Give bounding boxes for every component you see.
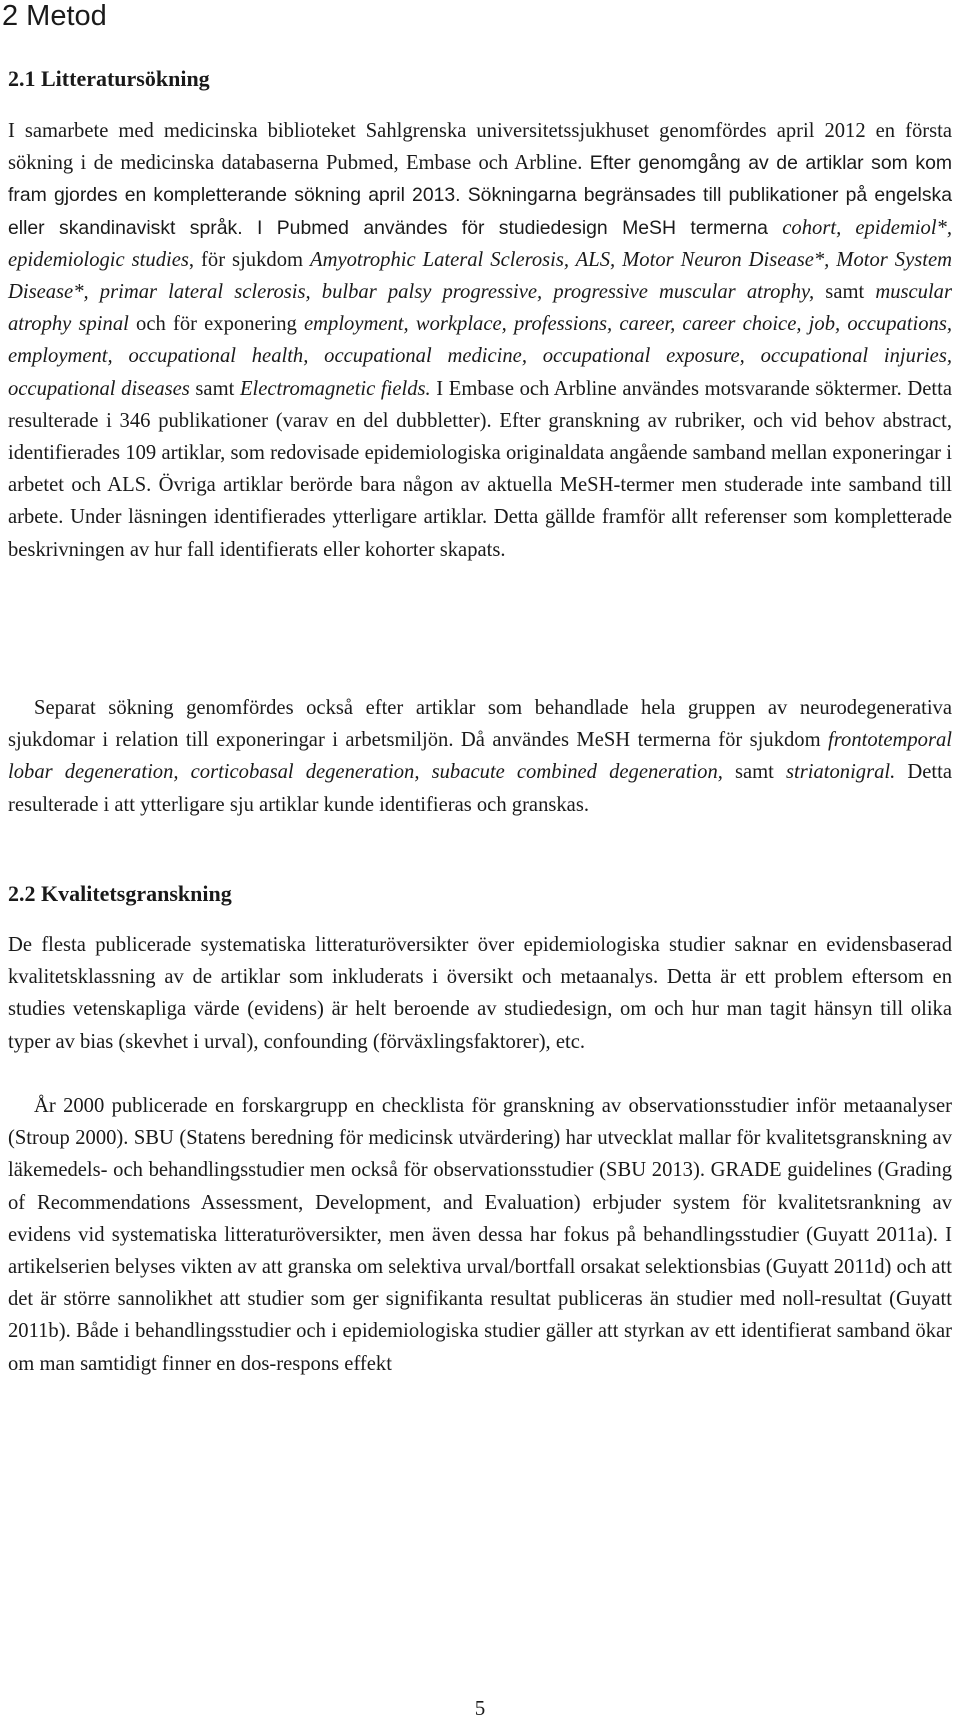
- mesh-terms-design: cohort, epidemiol*, epidemiologic studies: [8, 216, 953, 271]
- mesh-terms-disease: Amyotrophic Lateral Sclerosis, ALS, Motor Neuron Disease*, Motor System Disease*, primar lateral sclerosis, bulbar palsy progressive, progressive muscular atrophy,: [8, 248, 952, 304]
- text-run: I Embase och Arbline användes motsvarande söktermer. Detta resulterade i 346 publikationer (varav en del dubbletter). Efter granskning av rubriker, och vid behov abstract, identifierades 109 artiklar, som redovisade epidemiologiska originaldata angående samband mellan exponeringar i arbetet och ALS. Övriga artiklar berörde bara någon av aktuella MeSH-termer men studerade inte samband till arbete. Under läsningen identifierades ytterligare artiklar. Detta gällde framför allt referenser som kompletterade beskrivningen av hur fall identifierats eller kohorter skapats.: [8, 377, 952, 561]
- text-run: , för sjukdom: [188, 248, 311, 271]
- text-run: samt: [189, 377, 240, 400]
- mesh-terms-disease-2: muscular atrophy spinal: [8, 281, 952, 336]
- mesh-terms-exposure: employment, workplace, professions, career, career choice, job, occupations, employment, occupational health, occupational medicine, occupational exposure, occupational injuries, occupational diseases: [8, 313, 953, 400]
- text-run: Efter genomgång av de artiklar som kom fram gjordes en kompletterande sökning april 2013. Sökningarna begränsades till publikationer på engelska eller skandinaviskt språk. I Pubmed användes för studiedesign MeSH termerna: [8, 152, 953, 239]
- text-run: Separat sökning genomfördes också efter artiklar som behandlade hela gruppen av neurodegenerativa sjukdomar i relation till exponeringar i arbetsmiljön. Då användes MeSH termerna för sjukdom: [8, 697, 952, 752]
- text-run: I samarbete med medicinska biblioteket Sahlgrenska universitetssjukhuset genomfördes april 2012 en första sökning i de medicinska databaserna Pubmed, Embase och Arbline.: [8, 120, 952, 175]
- paragraph-separate-search: [8, 692, 952, 821]
- section-heading-kvalitetsgranskning: 2.2 Kvalitetsgranskning: [8, 881, 232, 906]
- text-run: samt: [722, 761, 786, 784]
- paragraph-search-method: [8, 115, 952, 566]
- paragraph-quality-guidelines: År 2000 publicerade en forskargrupp en checklista för granskning av observationsstudier inför metaanalyser (Stroup 2000). SBU (Statens beredning för medicinsk utvärdering) har utvecklat mallar för kvalitetsgranskning av läkemedels- och behandlingsstudier men också för observationsstudier (SBU 2013). GRADE guidelines (Grading of Recommendations Assessment, Development, and Evaluation) erbjuder system för kvalitetsrankning av evidens vid systematiska litteraturöversikter, men även dessa har fokus på behandlingsstudier (Guyatt 2011a). I artikelserien belyses vikten av att granska om selektiva urval/bortfall orsakat selektionsbias (Guyatt 2011d) och att det är större sannolikhet att studier som ger signifikanta resultat publiceras än studier med noll-resultat (Guyatt 2011b). Både i behandlingsstudier och i epidemiologiska studier gäller att styrkan av ett identifierat samband ökar om man samtidigt finner en dos-respons effekt: [8, 1095, 952, 1375]
- text-run: och för exponering: [128, 313, 305, 336]
- section-heading-litteratursokning: 2.1 Litteratursökning: [8, 66, 210, 91]
- page-number: 5: [474, 1696, 486, 1720]
- text-run: Detta resulterade i att ytterligare sju artiklar kunde identifieras och granskas.: [8, 761, 952, 816]
- text-run: samt: [814, 281, 876, 304]
- mesh-terms-neurodegenerative: frontotemporal lobar degeneration, corticobasal degeneration, subacute combined degeneration,: [8, 729, 952, 784]
- mesh-terms-striatonigral: striatonigral.: [786, 761, 896, 784]
- chapter-title: 2 Metod: [2, 0, 107, 32]
- mesh-terms-emf: Electromagnetic fields.: [239, 377, 431, 400]
- paragraph-quality-intro: De flesta publicerade systematiska litteraturöversikter över epidemiologiska studier saknar en evidensbaserad kvalitetsklassning av de artiklar som inkluderats i översikt och metaanalys. Detta är ett problem eftersom en studies vetenskapliga värde (evidens) är helt beroende av studiedesign, om och hur man tagit hänsyn till olika typer av bias (skevhet i urval), confounding (förväxlingsfaktorer), etc.: [8, 934, 952, 1053]
